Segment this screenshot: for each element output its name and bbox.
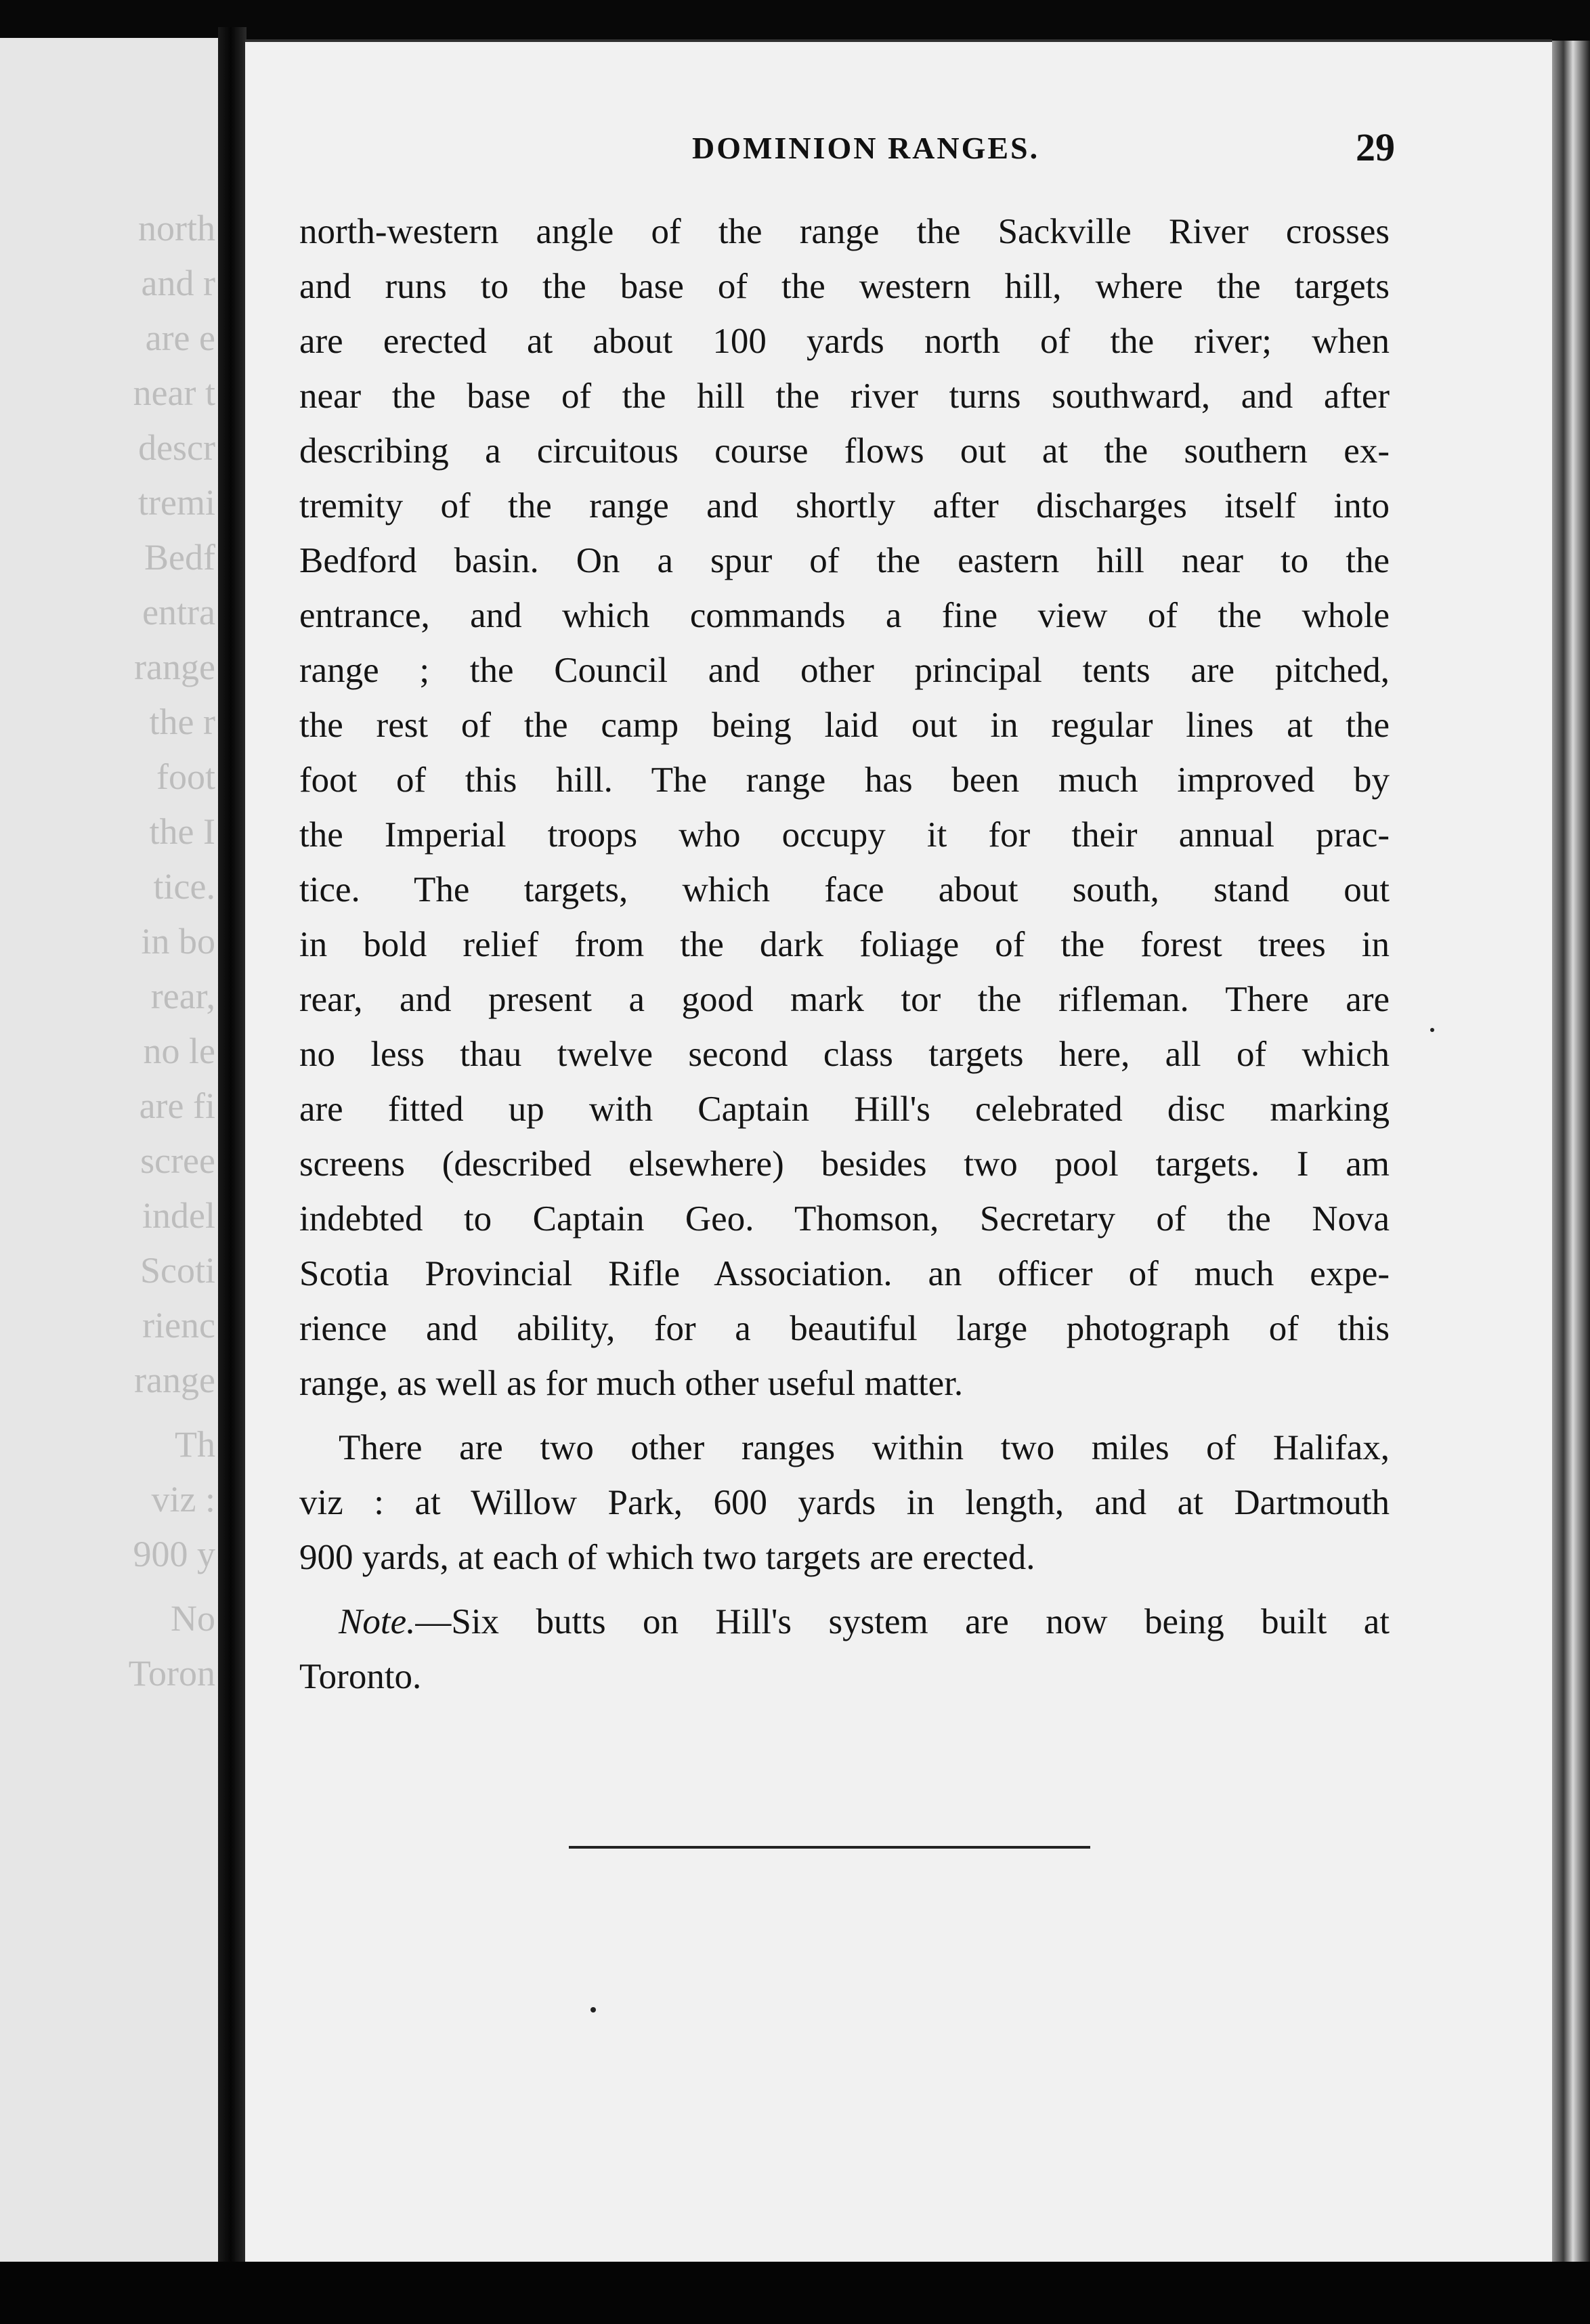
page-body (299, 205, 1390, 1704)
bleed-through-text: near t (133, 372, 215, 413)
text-line: in bold relief from the dark foliage of the forest trees in (299, 925, 1390, 964)
text-line: foot of this hill. The range has been much improved by (299, 760, 1390, 800)
bleed-through-text: Toron (128, 1653, 215, 1694)
paragraph-2 (299, 1421, 1390, 1585)
bleed-through-text: the I (149, 811, 215, 852)
text-line: Bedford basin. On a spur of the eastern hill near to the (299, 541, 1390, 580)
previous-page-edge (0, 38, 223, 2273)
bleed-through-text: tice. (153, 866, 215, 907)
bleed-through-text: range (134, 647, 215, 687)
bleed-through-text: 900 y (133, 1534, 215, 1574)
ink-speck (1430, 1028, 1434, 1032)
book-gutter (218, 27, 246, 2275)
bleed-through-text: No (171, 1598, 215, 1639)
bleed-through-text: and r (141, 263, 215, 303)
bleed-through-text: rienc (142, 1305, 215, 1346)
bleed-through-text: the r (149, 702, 215, 742)
text-line: and runs to the base of the western hill, where the targets (299, 267, 1390, 306)
text-line: range ; the Council and other principal tents are pitched, (299, 651, 1390, 690)
text-line: near the base of the hill the river turns southward, and after (299, 376, 1390, 416)
bleed-through-text: viz : (151, 1479, 215, 1520)
bleed-through-text: north (138, 208, 215, 249)
bleed-through-text: foot (156, 756, 215, 797)
end-rule (569, 1846, 1090, 1849)
bleed-through-text: indel (142, 1195, 215, 1236)
text-line: north-western angle of the range the Sackville River crosses (299, 212, 1390, 251)
running-header (245, 125, 1552, 184)
bleed-through-text: Th (175, 1424, 215, 1465)
text-line: Scotia Provincial Rifle Association. an officer of much expe- (299, 1254, 1390, 1293)
paragraph-1 (299, 205, 1390, 1411)
bleed-through-text: scree (140, 1140, 215, 1181)
text-line: are erected at about 100 yards north of the river; when (299, 322, 1390, 361)
bleed-through-text: are fi (139, 1085, 215, 1126)
bleed-through-text: no le (143, 1031, 215, 1071)
bleed-through-text: Bedf (144, 537, 215, 578)
text-line: range, as well as for much other useful matter. (299, 1364, 964, 1403)
bleed-through-text: tremi (138, 482, 215, 523)
book-page (245, 39, 1552, 2270)
scan-bottom-border (0, 2262, 1590, 2324)
text-line: rience and ability, for a beautiful large photograph of this (299, 1309, 1390, 1348)
bleed-through-text: are e (145, 318, 215, 358)
text-line: tice. The targets, which face about south, stand out (299, 870, 1390, 909)
bleed-through-text: descr (138, 427, 215, 468)
bleed-through-text: Scoti (139, 1250, 215, 1291)
bleed-through-text: entra (142, 592, 215, 632)
text-line: There are two other ranges within two miles of Halifax, (339, 1428, 1390, 1467)
text-line: Toronto. (299, 1657, 422, 1696)
note-label: Note. (339, 1602, 416, 1641)
bleed-through-text: in bo (141, 921, 215, 962)
text-line: are fitted up with Captain Hill's celebrated disc marking (299, 1090, 1390, 1129)
text-line: the Imperial troops who occupy it for their annual prac- (299, 815, 1390, 855)
note-paragraph (299, 1595, 1390, 1704)
ink-speck (590, 2007, 596, 2013)
bleed-through-text: rear, (150, 976, 215, 1016)
text-line: the rest of the camp being laid out in regular lines at the (299, 706, 1390, 745)
page-edge-right (1552, 41, 1590, 2275)
text-line: 900 yards, at each of which two targets are erected. (299, 1538, 1035, 1577)
page-number: 29 (1356, 125, 1395, 169)
text-line: entrance, and which commands a fine view of the whole (299, 596, 1390, 635)
running-title: DOMINION RANGES. (692, 131, 1040, 165)
bleed-through-text: range (134, 1360, 215, 1400)
text-line: tremity of the range and shortly after discharges itself into (299, 486, 1390, 525)
text-line: no less thau twelve second class targets here, all of which (299, 1035, 1390, 1074)
text-line: indebted to Captain Geo. Thomson, Secretary of the Nova (299, 1199, 1390, 1239)
note-text: —Six butts on Hill's system are now being built at (415, 1602, 1390, 1641)
text-line: viz : at Willow Park, 600 yards in length, and at Dartmouth (299, 1483, 1390, 1522)
text-line: describing a circuitous course flows out at the southern ex- (299, 431, 1390, 471)
text-line (299, 1595, 1390, 1650)
text-line: screens (described elsewhere) besides two pool targets. I am (299, 1144, 1390, 1184)
text-line: rear, and present a good mark tor the rifleman. There are (299, 980, 1390, 1019)
